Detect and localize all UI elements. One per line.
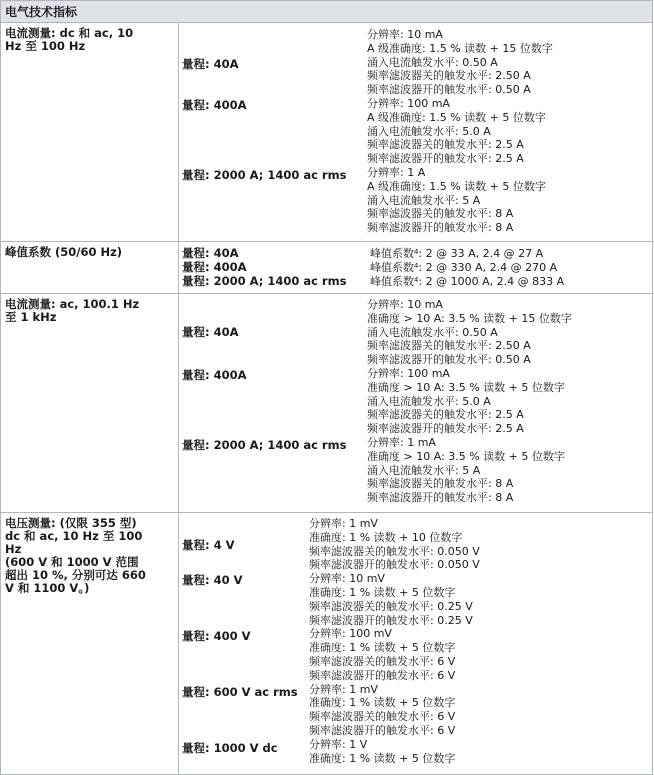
spec-line: 频率滤波器开的触发水平: 0.50 A: [367, 353, 531, 367]
section-label: [1, 513, 179, 775]
spec-line: 频率滤波器开的触发水平: 6 V: [309, 668, 456, 682]
range-label: 量程: 2000 A; 1400 ac rms: [182, 438, 347, 452]
spec-line: 涌入电流触发水平: 5.0 A: [367, 124, 491, 138]
spec-line: 频率滤波器开的触发水平: 6 V: [309, 723, 456, 737]
range-label: 量程: 4 V: [182, 538, 235, 552]
spec-line: 准确度: 1 % 读数 + 5 位数字: [309, 696, 456, 710]
table-header: 电气技术指标: [1, 1, 652, 23]
spec-line: 涌入电流触发水平: 0.50 A: [367, 55, 498, 69]
range-label: 量程: 40 V: [182, 573, 243, 587]
spec-line: 频率滤波器关的触发水平: 2.5 A: [367, 408, 524, 422]
range-label: 量程: 40A: [182, 246, 239, 260]
label-line: Hz: [5, 542, 22, 556]
spec-line: 频率滤波器开的触发水平: 8 A: [367, 491, 514, 505]
spec-line: 频率滤波器关的触发水平: 6 V: [309, 710, 456, 724]
spec-line: 分辨率: 1 mV: [309, 682, 378, 696]
label-line: Hz 至 100 Hz: [5, 39, 86, 53]
spec-line: 分辨率: 100 mV: [309, 627, 392, 641]
spec-line: 峰值系数⁴: 2 @ 33 A, 2.4 @ 27 A: [370, 247, 544, 260]
spec-line: 涌入电流触发水平: 0.50 A: [367, 325, 498, 339]
spec-line: 频率滤波器关的触发水平: 8 A: [367, 477, 514, 491]
spec-list: [367, 28, 553, 235]
section-crest-factor: [1, 242, 652, 294]
range-label: 量程: 400A: [182, 98, 247, 112]
spec-line: 频率滤波器关的触发水平: 2.5 A: [367, 138, 524, 152]
label-line: V 和 1100 V。): [5, 581, 90, 595]
spec-line: 频率滤波器关的触发水平: 8 A: [367, 207, 514, 221]
spec-line: 分辨率: 100 mA: [367, 96, 450, 110]
range-label: 量程: 600 V ac rms: [182, 685, 298, 699]
label-line: dc 和 ac, 10 Hz 至 100: [5, 529, 143, 543]
section-label: [1, 23, 179, 241]
spec-line: 频率滤波器开的触发水平: 2.5 A: [367, 422, 524, 436]
section-current-dc-ac: [1, 23, 652, 242]
spec-line: 频率滤波器关的触发水平: 2.50 A: [367, 69, 531, 83]
spec-line: 频率滤波器关的触发水平: 0.050 V: [309, 544, 480, 558]
spec-line: 频率滤波器开的触发水平: 0.050 V: [309, 558, 480, 572]
spec-line: 频率滤波器开的触发水平: 0.50 A: [367, 83, 531, 97]
spec-line: 分辨率: 10 mA: [367, 28, 443, 41]
spec-line: 分辨率: 100 mA: [367, 366, 450, 380]
section-voltage: [1, 513, 652, 775]
range-label: 量程: 40A: [182, 57, 239, 71]
spec-line: 涌入电流触发水平: 5.0 A: [367, 394, 491, 408]
range-label: 量程: 1000 V dc: [182, 741, 278, 755]
spec-line: 频率滤波器开的触发水平: 8 A: [367, 221, 514, 235]
spec-line: 准确度 > 10 A: 3.5 % 读数 + 5 位数字: [367, 380, 565, 394]
range-label: 量程: 2000 A; 1400 ac rms: [182, 168, 347, 182]
range-label: 量程: 400A: [182, 368, 247, 382]
label-line: 至 1 kHz: [5, 310, 57, 324]
spec-line: 分辨率: 1 mV: [309, 517, 378, 530]
spec-line: 准确度: 1 % 读数 + 5 位数字: [309, 585, 456, 599]
label-line: 电流测量: dc 和 ac, 10: [5, 26, 134, 40]
spec-line: 分辨率: 1 A: [367, 165, 426, 179]
spec-line: 频率滤波器开的触发水平: 2.5 A: [367, 152, 524, 166]
label-line: (600 V 和 1000 V 范围: [5, 555, 139, 569]
spec-line: 分辨率: 1 mA: [367, 435, 436, 449]
section-current-ac-high-freq: [1, 294, 652, 513]
spec-line: 准确度 > 10 A: 3.5 % 读数 + 5 位数字: [367, 449, 565, 463]
spec-line: 涌入电流触发水平: 5 A: [367, 193, 481, 207]
label-line: 电压测量: (仅限 355 型): [5, 516, 137, 530]
spec-line: 分辨率: 10 mV: [309, 572, 385, 586]
spec-list: [367, 298, 572, 505]
spec-line: 频率滤波器关的触发水平: 2.50 A: [367, 339, 531, 353]
spec-line: 频率滤波器开的触发水平: 0.25 V: [309, 613, 473, 627]
spec-line: 准确度: 1 % 读数 + 5 位数字: [309, 751, 456, 765]
spec-line: A 级准确度: 1.5 % 读数 + 15 位数字: [367, 41, 553, 55]
spec-line: 准确度 > 10 A: 3.5 % 读数 + 15 位数字: [367, 311, 572, 325]
spec-list: [370, 247, 564, 288]
spec-line: A 级准确度: 1.5 % 读数 + 5 位数字: [367, 179, 546, 193]
spec-line: A 级准确度: 1.5 % 读数 + 5 位数字: [367, 110, 546, 124]
spec-line: 分辨率: 1 V: [309, 737, 368, 751]
spec-line: 频率滤波器关的触发水平: 0.25 V: [309, 599, 473, 613]
spec-line: 峰值系数⁴: 2 @ 1000 A, 2.4 @ 833 A: [370, 274, 565, 288]
spec-line: 准确度: 1 % 读数 + 5 位数字: [309, 641, 456, 655]
label-line: 超出 10 %, 分别可达 660: [5, 568, 146, 582]
spec-list: [309, 517, 480, 765]
label-line: 峰值系数 (50/60 Hz): [5, 245, 123, 259]
range-label: 量程: 400 V: [182, 629, 251, 643]
range-label: 量程: 400A: [182, 260, 247, 274]
label-line: 电流测量: ac, 100.1 Hz: [5, 297, 140, 311]
spec-line: 频率滤波器关的触发水平: 6 V: [309, 654, 456, 668]
spec-line: 分辨率: 10 mA: [367, 298, 443, 311]
spec-line: 涌入电流触发水平: 5 A: [367, 463, 481, 477]
section-label: [1, 294, 179, 512]
range-label: 量程: 40A: [182, 325, 239, 339]
spec-line: 峰值系数⁴: 2 @ 330 A, 2.4 @ 270 A: [370, 260, 558, 274]
range-label: 量程: 2000 A; 1400 ac rms: [182, 274, 347, 288]
spec-line: 准确度: 1 % 读数 + 10 位数字: [309, 530, 463, 544]
section-label: [1, 242, 179, 293]
